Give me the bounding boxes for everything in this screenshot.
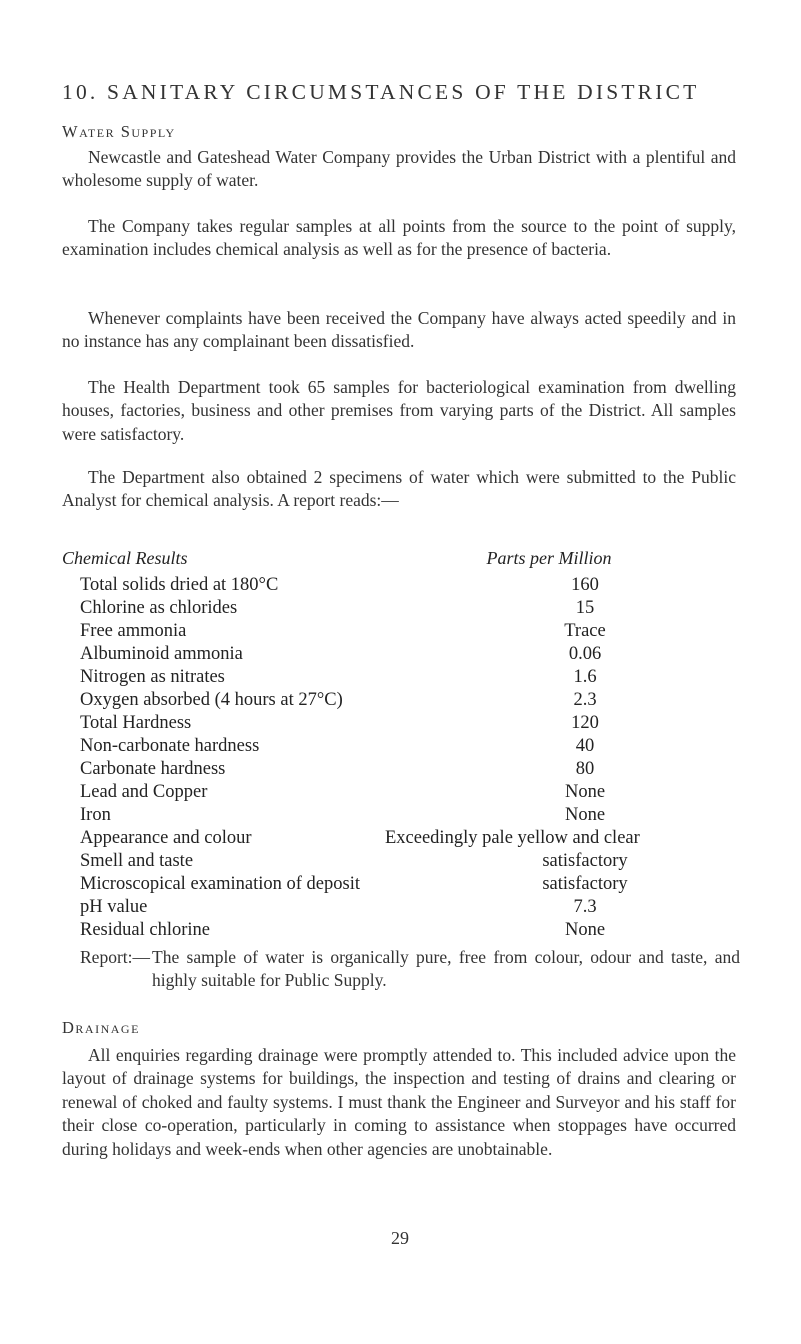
row-label: Free ammonia bbox=[80, 621, 187, 641]
table-row bbox=[80, 713, 760, 736]
paragraph: Whenever complaints have been received the Company have always acted speedily and in no instance has any complainant been dissatisfied. bbox=[62, 308, 736, 352]
row-label: Residual chlorine bbox=[80, 920, 210, 940]
row-label: Nitrogen as nitrates bbox=[80, 667, 225, 687]
column-header-results: Chemical Results bbox=[62, 548, 188, 568]
water-supply-heading: Water Supply bbox=[62, 122, 176, 141]
table-row bbox=[80, 598, 760, 621]
row-value: 160 bbox=[571, 575, 599, 595]
row-label: Carbonate hardness bbox=[80, 759, 226, 779]
row-value: 40 bbox=[575, 736, 595, 756]
table-row bbox=[80, 759, 760, 782]
row-label: Appearance and colour bbox=[80, 828, 252, 848]
table-row bbox=[80, 920, 760, 943]
paragraph: All enquiries regarding drainage were promptly attended to. This included advice upon the layout of drainage systems for buildings, the inspection and testing of drains and clearing or renewal of choked and faulty systems. I must thank the Engineer and Surveyor and his staff for their close co-operation, particularly in coming to assistance when stoppages have occurred during holidays and week-ends when other agencies are unobtainable. bbox=[62, 1045, 736, 1159]
row-value: 0.06 bbox=[568, 644, 602, 664]
row-label: Total solids dried at 180°C bbox=[80, 575, 279, 595]
row-value: None bbox=[564, 782, 606, 802]
drainage-heading: Drainage bbox=[62, 1018, 140, 1037]
row-value: 15 bbox=[575, 598, 595, 618]
row-label: Lead and Copper bbox=[80, 782, 208, 802]
row-value: 2.3 bbox=[573, 690, 597, 710]
table-row bbox=[80, 667, 760, 690]
row-label: Smell and taste bbox=[80, 851, 194, 871]
row-label: Iron bbox=[80, 805, 111, 825]
table-row bbox=[80, 621, 760, 644]
row-value: None bbox=[564, 805, 606, 825]
column-header-ppm: Parts per Million bbox=[486, 548, 612, 568]
row-value: 80 bbox=[575, 759, 595, 779]
paragraph: The Company takes regular samples at all points from the source to the point of supply, examination includes chemical analysis as well as for the presence of bacteria. bbox=[62, 216, 736, 260]
table-row bbox=[80, 644, 760, 667]
row-label: Microscopical examination of deposit bbox=[80, 874, 360, 894]
row-label: Albuminoid ammonia bbox=[80, 644, 243, 664]
row-value: Trace bbox=[564, 621, 606, 641]
section-header: 10. SANITARY CIRCUMSTANCES OF THE DISTRICT bbox=[62, 80, 700, 104]
table-row bbox=[80, 575, 760, 598]
paragraph: The Health Department took 65 samples for bacteriological examination from dwelling houses, factories, business and other premises from varying parts of the District. All samples were satisfactory. bbox=[62, 377, 736, 444]
row-label: Total Hardness bbox=[80, 713, 192, 733]
row-value: satisfactory bbox=[542, 874, 628, 894]
table-row bbox=[80, 828, 760, 851]
table-row bbox=[80, 690, 760, 713]
row-value: 1.6 bbox=[573, 667, 597, 687]
row-value: 7.3 bbox=[573, 897, 597, 917]
row-value: Exceedingly pale yellow and clear bbox=[385, 828, 640, 848]
row-label: Non-carbonate hardness bbox=[80, 736, 260, 756]
row-label: Oxygen absorbed (4 hours at 27°C) bbox=[80, 690, 343, 710]
table-row bbox=[80, 874, 760, 897]
row-value: satisfactory bbox=[542, 851, 628, 871]
table-row bbox=[80, 805, 760, 828]
row-value: None bbox=[564, 920, 606, 940]
paragraph: The Department also obtained 2 specimens of water which were submitted to the Public Analyst for chemical analysis. A report reads:— bbox=[62, 467, 736, 511]
report-text: The sample of water is organically pure, free from colour, odour and taste, and highly suitable for Public Supply. bbox=[152, 947, 740, 991]
row-label: Chlorine as chlorides bbox=[80, 598, 238, 618]
paragraph: Newcastle and Gateshead Water Company provides the Urban District with a plentiful and wholesome supply of water. bbox=[62, 147, 736, 191]
table-row bbox=[80, 736, 760, 759]
row-value: 120 bbox=[571, 713, 599, 733]
page-number: 29 bbox=[391, 1228, 409, 1248]
table-row bbox=[80, 782, 760, 805]
row-label: pH value bbox=[80, 897, 148, 917]
report-label: Report:— bbox=[80, 947, 150, 967]
table-row bbox=[80, 851, 760, 874]
table-row bbox=[80, 897, 760, 920]
